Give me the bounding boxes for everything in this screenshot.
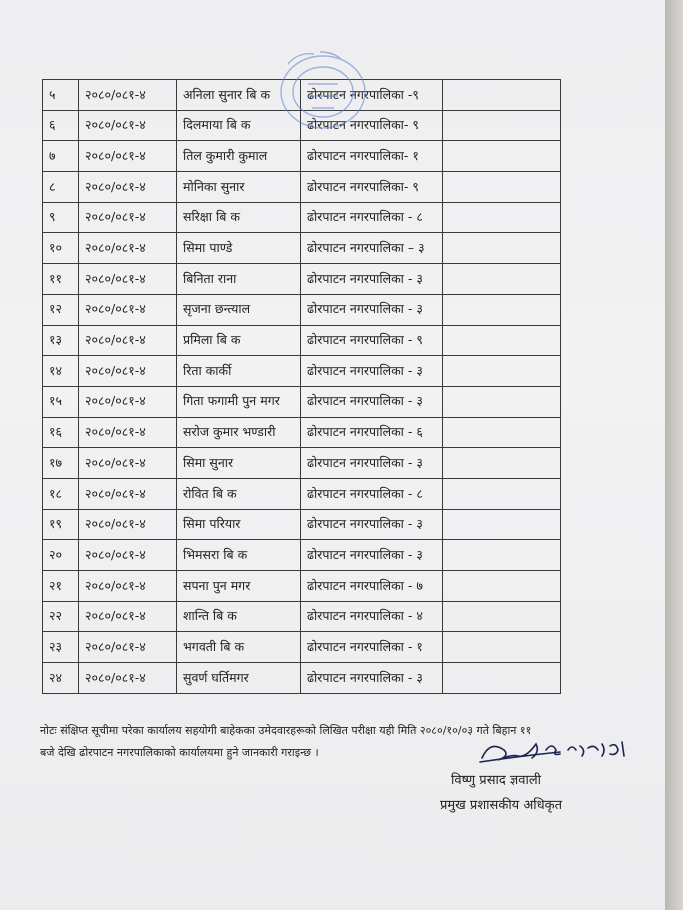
table-row xyxy=(43,571,561,602)
page-edge-shadow xyxy=(665,0,683,910)
serial-number-cell: १८ xyxy=(43,478,79,509)
date-cell: २०८०/०८१-४ xyxy=(79,663,177,694)
table-row xyxy=(43,80,561,111)
candidate-name-cell: सुवर्ण घर्तिमगर xyxy=(177,663,301,694)
candidate-name-cell: सिमा पाण्डे xyxy=(177,233,301,264)
table-row xyxy=(43,632,561,663)
candidate-name-cell: सृजना छन्त्याल xyxy=(177,294,301,325)
candidate-name-cell: मोनिका सुनार xyxy=(177,172,301,203)
table-row xyxy=(43,356,561,387)
date-cell: २०८०/०८१-४ xyxy=(79,540,177,571)
serial-number-cell: १७ xyxy=(43,448,79,479)
candidate-name-cell: शान्ति बि क xyxy=(177,601,301,632)
date-cell: २०८०/०८१-४ xyxy=(79,110,177,141)
table-row xyxy=(43,386,561,417)
candidate-table-body xyxy=(43,80,561,694)
remarks-cell xyxy=(443,663,561,694)
address-cell: ढोरपाटन नगरपालिका - ३ xyxy=(301,264,443,295)
candidate-name-cell: भिमसरा बि क xyxy=(177,540,301,571)
candidate-name-cell: सपना पुन मगर xyxy=(177,571,301,602)
candidate-name-cell: सिमा परियार xyxy=(177,509,301,540)
serial-number-cell: ५ xyxy=(43,80,79,111)
address-cell: ढोरपाटन नगरपालिका - ३ xyxy=(301,386,443,417)
candidate-name-cell: बिनिता राना xyxy=(177,264,301,295)
signatory-title: प्रमुख प्रशासकीय अधिकृत xyxy=(440,798,563,813)
address-cell: ढोरपाटन नगरपालिका- ९ xyxy=(301,110,443,141)
remarks-cell xyxy=(443,632,561,663)
remarks-cell xyxy=(443,172,561,203)
address-cell: ढोरपाटन नगरपालिका - ९ xyxy=(301,325,443,356)
table-row xyxy=(43,233,561,264)
table-row xyxy=(43,540,561,571)
serial-number-cell: ९ xyxy=(43,202,79,233)
address-cell: ढोरपाटन नगरपालिका - ३ xyxy=(301,540,443,571)
date-cell: २०८०/०८१-४ xyxy=(79,601,177,632)
address-cell: ढोरपाटन नगरपालिका - ३ xyxy=(301,356,443,387)
remarks-cell xyxy=(443,233,561,264)
date-cell: २०८०/०८१-४ xyxy=(79,509,177,540)
candidate-name-cell: गिता फगामी पुन मगर xyxy=(177,386,301,417)
address-cell: ढोरपाटन नगरपालिका- १ xyxy=(301,141,443,172)
table-row xyxy=(43,202,561,233)
remarks-cell xyxy=(443,448,561,479)
date-cell: २०८०/०८१-४ xyxy=(79,172,177,203)
date-cell: २०८०/०८१-४ xyxy=(79,632,177,663)
date-cell: २०८०/०८१-४ xyxy=(79,325,177,356)
remarks-cell xyxy=(443,417,561,448)
address-cell: ढोरपाटन नगरपालिका- ९ xyxy=(301,172,443,203)
date-cell: २०८०/०८१-४ xyxy=(79,264,177,295)
serial-number-cell: १२ xyxy=(43,294,79,325)
candidate-name-cell: प्रमिला बि क xyxy=(177,325,301,356)
serial-number-cell: १० xyxy=(43,233,79,264)
address-cell: ढोरपाटन नगरपालिका - १ xyxy=(301,632,443,663)
serial-number-cell: १४ xyxy=(43,356,79,387)
serial-number-cell: २३ xyxy=(43,632,79,663)
remarks-cell xyxy=(443,264,561,295)
remarks-cell xyxy=(443,294,561,325)
serial-number-cell: २० xyxy=(43,540,79,571)
serial-number-cell: १५ xyxy=(43,386,79,417)
address-cell: ढोरपाटन नगरपालिका - ७ xyxy=(301,571,443,602)
address-cell: ढोरपाटन नगरपालिका - ८ xyxy=(301,478,443,509)
table-row xyxy=(43,294,561,325)
table-row xyxy=(43,110,561,141)
address-cell: ढोरपाटन नगरपालिका -९ xyxy=(301,80,443,111)
candidate-name-cell: दिलमाया बि क xyxy=(177,110,301,141)
table-row xyxy=(43,478,561,509)
notice-line-2: बजे देखि ढोरपाटन नगरपालिकाको कार्यालयमा हुने जानकारी गराइन्छ । xyxy=(40,746,319,759)
candidate-name-cell: भगवती बि क xyxy=(177,632,301,663)
remarks-cell xyxy=(443,325,561,356)
date-cell: २०८०/०८१-४ xyxy=(79,571,177,602)
signatory-name: विष्णु प्रसाद ज्ञवाली xyxy=(451,773,542,788)
address-cell: ढोरपाटन नगरपालिका - ८ xyxy=(301,202,443,233)
address-cell: ढोरपाटन नगरपालिका – ३ xyxy=(301,233,443,264)
date-cell: २०८०/०८१-४ xyxy=(79,80,177,111)
address-cell: ढोरपाटन नगरपालिका - ३ xyxy=(301,509,443,540)
date-cell: २०८०/०८१-४ xyxy=(79,386,177,417)
candidate-name-cell: सिमा सुनार xyxy=(177,448,301,479)
remarks-cell xyxy=(443,540,561,571)
candidate-name-cell: तिल कुमारी कुमाल xyxy=(177,141,301,172)
table-row xyxy=(43,448,561,479)
serial-number-cell: १३ xyxy=(43,325,79,356)
table-row xyxy=(43,325,561,356)
serial-number-cell: ८ xyxy=(43,172,79,203)
remarks-cell xyxy=(443,478,561,509)
date-cell: २०८०/०८१-४ xyxy=(79,356,177,387)
candidate-table xyxy=(42,79,561,694)
address-cell: ढोरपाटन नगरपालिका - ३ xyxy=(301,448,443,479)
remarks-cell xyxy=(443,509,561,540)
serial-number-cell: ६ xyxy=(43,110,79,141)
date-cell: २०८०/०८१-४ xyxy=(79,448,177,479)
serial-number-cell: ११ xyxy=(43,264,79,295)
notice-line-1: नोटः संक्षिप्त सूचीमा परेका कार्यालय सहयोगी बाहेकका उमेदवारहरूको लिखित परीक्षा यही मिति २०८०/१०/०३ गते बिहान ११ xyxy=(40,724,532,737)
candidate-name-cell: अनिला सुनार बि क xyxy=(177,80,301,111)
remarks-cell xyxy=(443,141,561,172)
address-cell: ढोरपाटन नगरपालिका - ३ xyxy=(301,663,443,694)
table-row xyxy=(43,663,561,694)
table-row xyxy=(43,141,561,172)
remarks-cell xyxy=(443,386,561,417)
address-cell: ढोरपाटन नगरपालिका - ४ xyxy=(301,601,443,632)
table-row xyxy=(43,417,561,448)
date-cell: २०८०/०८१-४ xyxy=(79,294,177,325)
remarks-cell xyxy=(443,601,561,632)
remarks-cell xyxy=(443,110,561,141)
table-row xyxy=(43,509,561,540)
serial-number-cell: ७ xyxy=(43,141,79,172)
serial-number-cell: २१ xyxy=(43,571,79,602)
candidate-name-cell: रिता कार्की xyxy=(177,356,301,387)
date-cell: २०८०/०८१-४ xyxy=(79,417,177,448)
table-row xyxy=(43,264,561,295)
remarks-cell xyxy=(443,356,561,387)
address-cell: ढोरपाटन नगरपालिका - ६ xyxy=(301,417,443,448)
address-cell: ढोरपाटन नगरपालिका - ३ xyxy=(301,294,443,325)
remarks-cell xyxy=(443,80,561,111)
serial-number-cell: २४ xyxy=(43,663,79,694)
date-cell: २०८०/०८१-४ xyxy=(79,233,177,264)
remarks-cell xyxy=(443,202,561,233)
serial-number-cell: १६ xyxy=(43,417,79,448)
remarks-cell xyxy=(443,571,561,602)
date-cell: २०८०/०८१-४ xyxy=(79,478,177,509)
candidate-name-cell: सरिक्षा बि क xyxy=(177,202,301,233)
date-cell: २०८०/०८१-४ xyxy=(79,141,177,172)
date-cell: २०८०/०८१-४ xyxy=(79,202,177,233)
table-row xyxy=(43,601,561,632)
candidate-name-cell: रोवित बि क xyxy=(177,478,301,509)
candidate-name-cell: सरोज कुमार भण्डारी xyxy=(177,417,301,448)
table-row xyxy=(43,172,561,203)
serial-number-cell: १९ xyxy=(43,509,79,540)
serial-number-cell: २२ xyxy=(43,601,79,632)
